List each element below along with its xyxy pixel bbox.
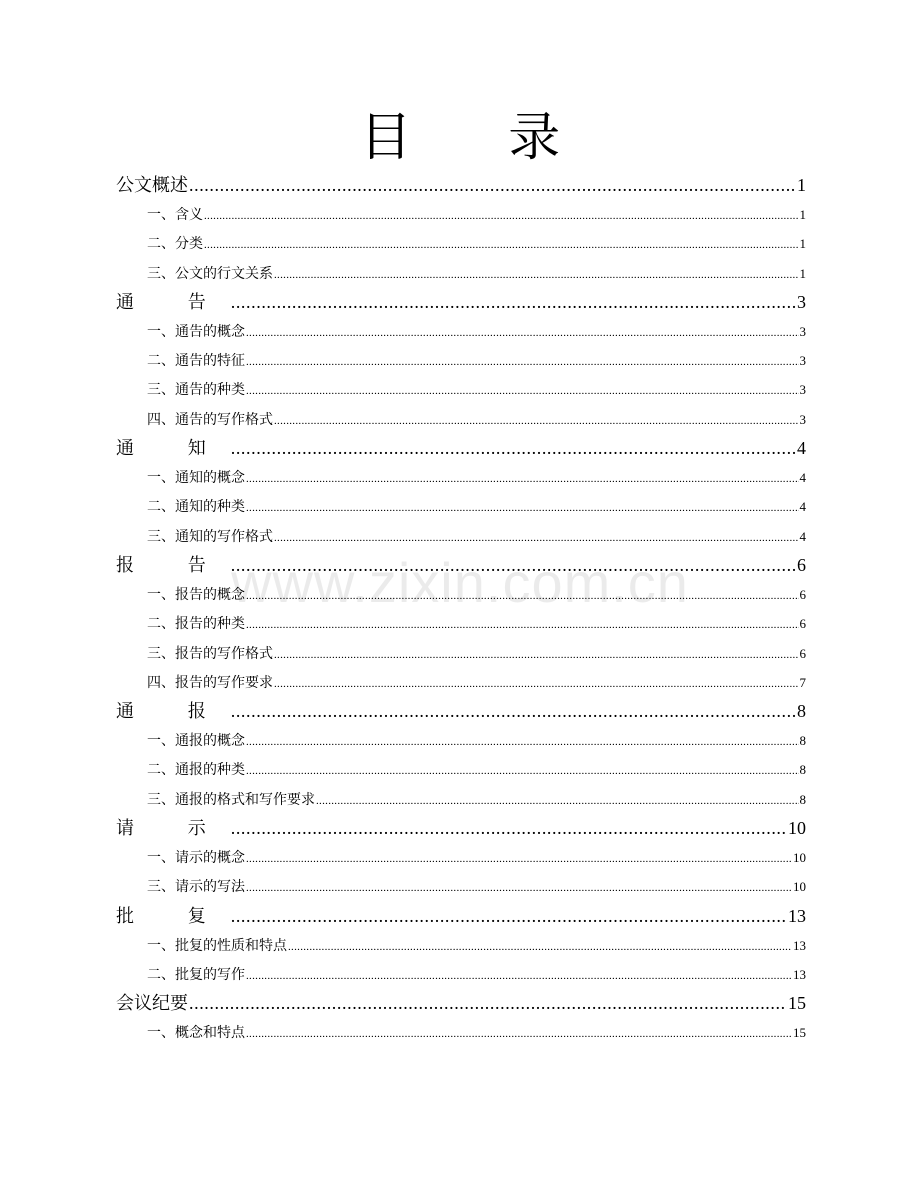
toc-entry-label: 一、通报的概念: [147, 733, 245, 750]
toc-page-number: 3: [799, 382, 806, 398]
toc-leader-dots: [274, 641, 799, 670]
toc-leader-dots: [246, 319, 799, 348]
toc-leader-dots: [189, 989, 787, 1018]
toc-chapter-entry[interactable]: [116, 288, 806, 317]
toc-entry-label: 批 复: [116, 905, 230, 927]
toc-page-number: 1: [799, 236, 806, 252]
toc-leader-dots: [231, 697, 796, 726]
toc-entry-label: 一、概念和特点: [147, 1025, 245, 1042]
toc-entry-label: 报 告: [116, 554, 230, 576]
toc-entry-label: 三、公文的行文关系: [147, 265, 273, 282]
toc-section-entry[interactable]: [116, 726, 806, 755]
toc-entry-label: 二、分类: [147, 236, 203, 253]
toc-page-number: 8: [799, 762, 806, 778]
toc-section-entry[interactable]: [116, 872, 806, 901]
toc-entry-label: 一、含义: [147, 207, 203, 223]
toc-page-number: 4: [797, 438, 806, 459]
toc-section-entry[interactable]: [116, 785, 806, 814]
toc-section-entry[interactable]: [116, 229, 806, 258]
toc-leader-dots: [246, 845, 792, 874]
toc-entry-label: 四、报告的写作要求: [147, 674, 273, 691]
watermark: www.zixin.com.cn: [231, 551, 689, 614]
toc-entry-label: 通 告: [116, 291, 230, 313]
toc-entry-label: 一、请示的概念: [147, 850, 245, 867]
toc-leader-dots: [288, 933, 792, 962]
toc-page-number: 7: [799, 674, 806, 690]
toc-leader-dots: [231, 434, 796, 463]
toc-leader-dots: [246, 582, 799, 611]
toc-section-entry[interactable]: [116, 580, 806, 609]
toc-leader-dots: [316, 787, 799, 816]
toc-entry-label: 二、通报的种类: [147, 762, 245, 779]
toc-section-entry[interactable]: [116, 639, 806, 668]
toc-page-number: 1: [799, 207, 806, 222]
toc-entry-label: 三、报告的写作格式: [147, 645, 273, 662]
toc-page-number: 3: [797, 291, 806, 312]
toc-entry-label: 二、报告的种类: [147, 616, 245, 633]
toc-chapter-entry[interactable]: [116, 814, 806, 843]
toc-entry-label: 四、通告的写作格式: [147, 411, 273, 428]
toc-page-number: 6: [799, 586, 806, 602]
toc-section-entry[interactable]: [116, 259, 806, 288]
toc-page-number: 8: [799, 733, 806, 749]
table-of-contents: [116, 171, 806, 1048]
toc-page-number: 10: [793, 850, 806, 866]
toc-section-entry[interactable]: [116, 668, 806, 697]
toc-leader-dots: [274, 407, 799, 436]
toc-page-number: 13: [788, 905, 806, 926]
toc-page-number: 3: [799, 323, 806, 339]
toc-chapter-entry[interactable]: [116, 434, 806, 463]
toc-section-entry[interactable]: [116, 1018, 806, 1047]
page-title: 目 录: [359, 108, 601, 168]
toc-page-number: 13: [793, 966, 806, 982]
toc-entry-label: 一、通告的概念: [147, 323, 245, 340]
toc-leader-dots: [246, 377, 799, 406]
toc-section-entry[interactable]: [116, 346, 806, 375]
toc-page-number: 3: [799, 353, 806, 369]
toc-leader-dots: [246, 465, 799, 494]
toc-section-entry[interactable]: [116, 200, 806, 229]
toc-leader-dots: [204, 231, 799, 260]
toc-entry-label: 通 知: [116, 438, 230, 460]
toc-page-number: 8: [799, 791, 806, 807]
toc-leader-dots: [274, 670, 799, 699]
toc-chapter-entry[interactable]: [116, 551, 806, 580]
toc-leader-dots: [246, 611, 799, 640]
toc-section-entry[interactable]: [116, 931, 806, 960]
toc-section-entry[interactable]: [116, 317, 806, 346]
toc-leader-dots: [231, 902, 787, 931]
toc-entry-label: 通 报: [116, 701, 230, 723]
toc-entry-label: 会议纪要: [116, 993, 188, 1015]
toc-entry-label: 一、报告的概念: [147, 586, 245, 603]
toc-leader-dots: [204, 202, 799, 231]
toc-section-entry[interactable]: [116, 492, 806, 521]
toc-entry-label: 二、通告的特征: [147, 353, 245, 370]
toc-entry-label: 二、通知的种类: [147, 499, 245, 516]
toc-leader-dots: [274, 261, 799, 290]
toc-entry-label: 请 示: [116, 818, 230, 840]
toc-entry-label: 一、通知的概念: [147, 470, 245, 487]
toc-leader-dots: [231, 288, 796, 317]
toc-entry-label: 三、通知的写作格式: [147, 528, 273, 545]
toc-leader-dots: [274, 524, 799, 553]
toc-chapter-entry[interactable]: [116, 902, 806, 931]
toc-page-number: 3: [799, 411, 806, 427]
toc-entry-label: 公文概述: [116, 175, 188, 196]
toc-leader-dots: [246, 874, 792, 903]
toc-page-number: 4: [799, 528, 806, 544]
toc-section-entry[interactable]: [116, 609, 806, 638]
toc-page-number: 15: [788, 993, 806, 1014]
toc-leader-dots: [246, 494, 799, 523]
toc-page-number: 6: [799, 645, 806, 661]
toc-leader-dots: [246, 962, 792, 991]
toc-section-entry[interactable]: [116, 755, 806, 784]
toc-section-entry[interactable]: [116, 843, 806, 872]
toc-entry-label: 二、批复的写作: [147, 966, 245, 983]
toc-section-entry[interactable]: [116, 463, 806, 492]
toc-chapter-entry[interactable]: [116, 989, 806, 1018]
toc-page-number: 10: [788, 818, 806, 839]
toc-entry-label: 三、通告的种类: [147, 382, 245, 399]
toc-leader-dots: [189, 171, 796, 200]
toc-leader-dots: [246, 1020, 792, 1049]
toc-leader-dots: [246, 757, 799, 786]
toc-section-entry[interactable]: [116, 960, 806, 989]
toc-section-entry[interactable]: [116, 375, 806, 404]
toc-page-number: 1: [799, 265, 806, 281]
toc-section-entry[interactable]: [116, 522, 806, 551]
toc-entry-label: 三、请示的写法: [147, 879, 245, 896]
toc-leader-dots: [246, 348, 799, 377]
toc-page-number: 4: [799, 499, 806, 515]
toc-entry-label: 一、批复的性质和特点: [147, 937, 287, 954]
toc-page-number: 6: [797, 554, 806, 575]
toc-leader-dots: [246, 728, 799, 757]
toc-page-number: 4: [799, 470, 806, 486]
toc-chapter-entry[interactable]: [116, 697, 806, 726]
toc-leader-dots: [231, 814, 787, 843]
toc-page-number: 10: [793, 879, 806, 895]
toc-page-number: 8: [797, 701, 806, 722]
toc-entry-label: 三、通报的格式和写作要求: [147, 791, 315, 808]
toc-section-entry[interactable]: [116, 405, 806, 434]
toc-chapter-entry[interactable]: [116, 171, 806, 200]
toc-page-number: 6: [799, 616, 806, 632]
toc-page-number: 13: [793, 937, 806, 953]
toc-page-number: 15: [793, 1025, 806, 1041]
toc-page-number: 1: [797, 175, 806, 195]
toc-leader-dots: [231, 551, 796, 580]
